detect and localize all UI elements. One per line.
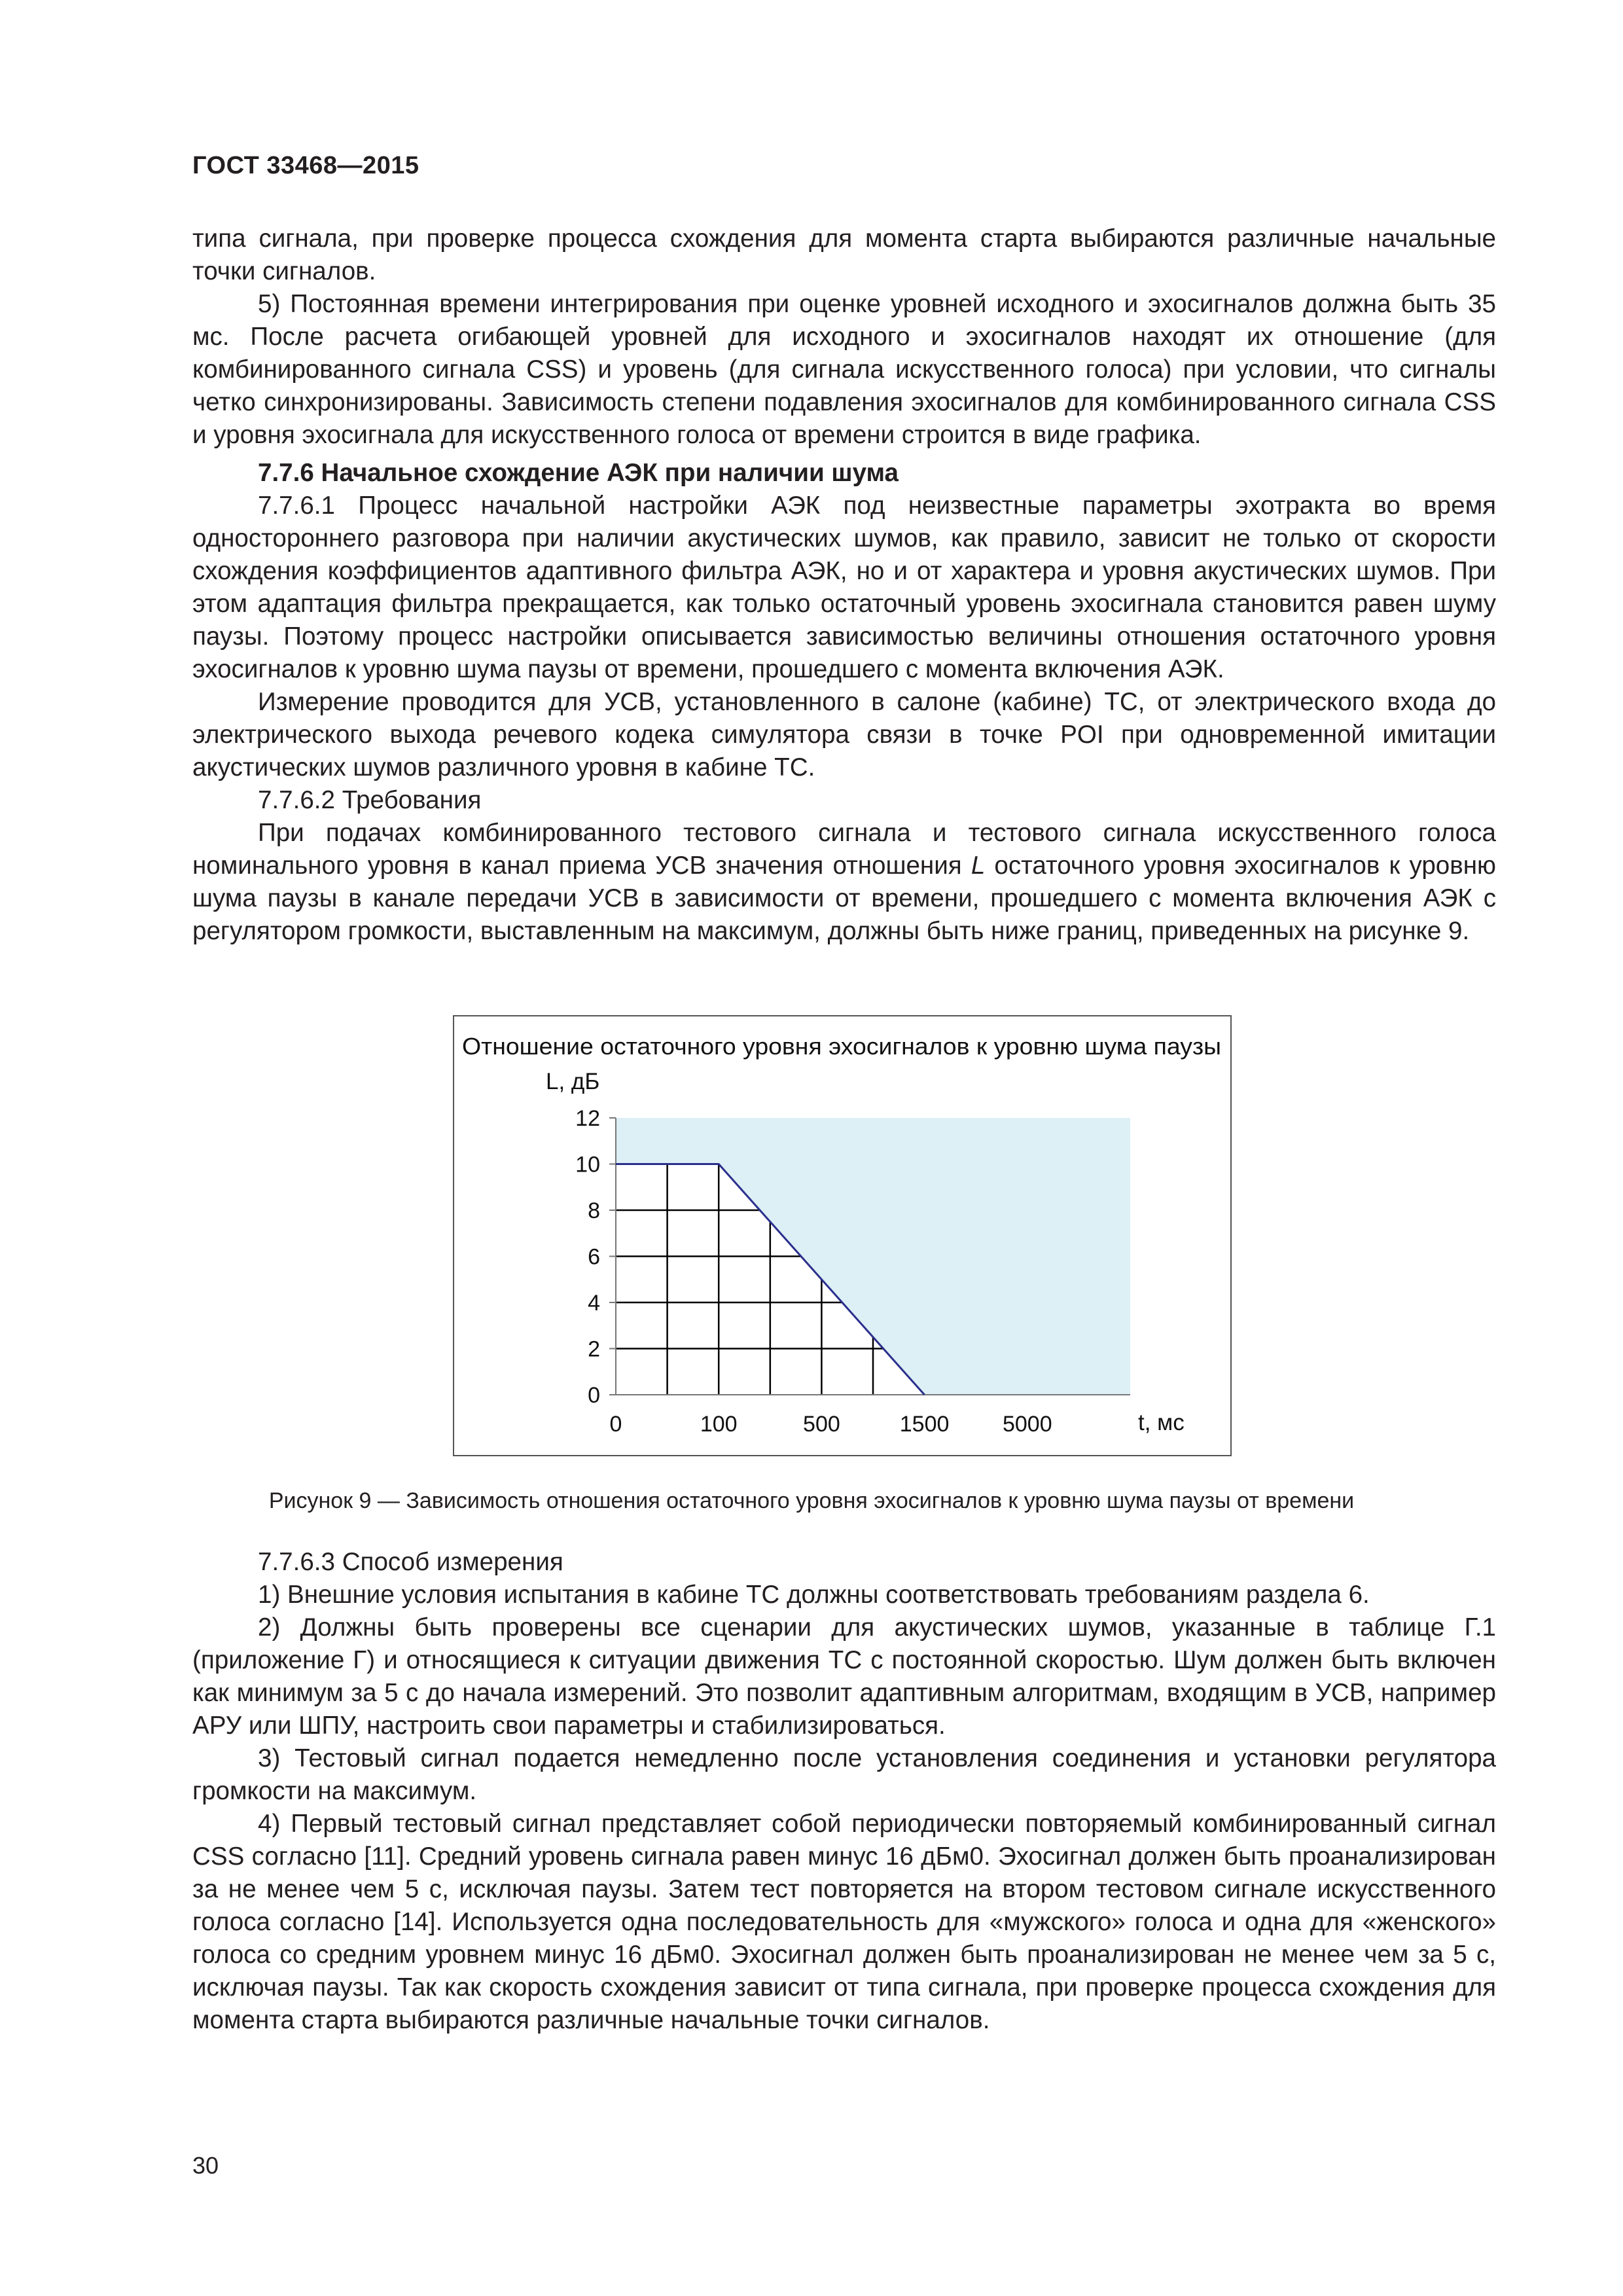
x-axis-label: t, мс [1138, 1410, 1185, 1435]
y-tick-label: 0 [588, 1383, 600, 1408]
requirements-text-b: остаточного уровня эхосигналов к уровню шума паузы в канале передачи УСВ в зависимости от времени, прошедшего с момента включения АЭК с регулятором громкости, выставленным на максимум, должны быть ниже границ, приведенных на рисунке 9. [192, 852, 1496, 945]
y-tick-label: 12 [575, 1106, 600, 1131]
paragraph-measurement: Измерение проводится для УСВ, установленного в салоне (кабине) ТС, от электрического входа до электрического выхода речевого кодека симулятора связи в точке POI при одновременной имитации акустических шумов различного уровня в кабине ТС. [192, 688, 1496, 781]
x-tick-label: 100 [700, 1412, 738, 1437]
y-tick-label: 6 [588, 1244, 600, 1270]
paragraph-continuation: типа сигнала, при проверке процесса схождения для момента старта выбираются различные начальные точки сигналов. [192, 224, 1496, 285]
paragraph-7-7-6-1: 7.7.6.1 Процесс начальной настройки АЭК под неизвестные параметры эхотракта во время одностороннего разговора при наличии акустических шумов, как правило, зависит не только от скорости схождения коэффициентов адаптивного фильтра АЭК, но и от характера и уровня акустических шумов. При этом адаптация фильтра прекращается, как только остаточный уровень эхосигнала становится равен шуму паузы. Поэтому процесс настройки описывается зависимостью величины отношения остаточного уровня эхосигналов к уровню шума паузы от времени, прошедшего с момента включения АЭК. [192, 492, 1496, 683]
y-tick-label: 8 [588, 1198, 600, 1223]
chart-title: Отношение остаточного уровня эхосигналов к уровню шума паузы [462, 1033, 1221, 1060]
page-number: 30 [192, 2152, 219, 2179]
paragraph-method-2: 2) Должны быть проверены все сценарии для акустических шумов, указанные в таблице Г.1 (приложение Г) и относящиеся к ситуации движения ТС с постоянной скоростью. Шум должен быть включен как минимум за 5 с до начала измерений. Это позволит адаптивным алгоритмам, входящим в УСВ, например АРУ или ШПУ, настроить свои параметры и стабилизироваться. [192, 1613, 1496, 1740]
y-axis-label: L, дБ [546, 1069, 600, 1094]
x-tick-label: 1500 [899, 1412, 950, 1437]
paragraph-item-5: 5) Постоянная времени интегрирования при оценке уровней исходного и эхосигналов должна быть 35 мс. После расчета огибающей уровней для исходного и эхосигналов находят их отношение (для комбинированного сигнала CSS) и уровень (для сигнала искусственного голоса) при условии, что сигналы четко синхронизированы. Зависимость степени подавления эхосигналов для комбинированного сигнала CSS и уровня эхосигнала для искусственного голоса от времени строится в виде графика. [192, 290, 1496, 449]
x-tick-label: 0 [609, 1412, 622, 1437]
y-tick-label: 10 [575, 1152, 600, 1177]
figure-caption: Рисунок 9 — Зависимость отношения остаточного уровня эхосигналов к уровню шума паузы от времени [268, 1488, 1355, 1513]
y-tick-label: 4 [588, 1291, 600, 1316]
document-header: ГОСТ 33468—2015 [192, 152, 419, 179]
paragraph-method-1: 1) Внешние условия испытания в кабине ТС должны соответствовать требованиям раздела 6. [258, 1581, 1370, 1609]
paragraph-method-3: 3) Тестовый сигнал подается немедленно после установления соединения и установки регулятора громкости на максимум. [192, 1744, 1496, 1805]
text-block-upper [192, 223, 1496, 948]
x-tick-label: 5000 [1002, 1412, 1052, 1437]
figure-9-chart [453, 1015, 1232, 1456]
y-tick-label: 2 [588, 1336, 600, 1362]
chart-svg [454, 1016, 1230, 1455]
variable-L: L [971, 852, 986, 880]
x-tick-label: 500 [803, 1412, 840, 1437]
paragraph-method-4: 4) Первый тестовый сигнал представляет собой периодически повторяемый комбинированный сигнал CSS согласно [11]. Средний уровень сигнала равен минус 16 дБм0. Эхосигнал должен быть проанализирован за не менее чем 5 с, исключая паузы. Затем тест повторяется на втором тестовом сигнале искусственного голоса согласно [14]. Используется одна последовательность для «мужского» голоса и одна для «женского» голоса со средним уровнем минус 16 дБм0. Эхосигнал должен быть проанализирован не менее чем за 5 с, исключая паузы. Так как скорость схождения зависит от типа сигнала, при проверке процесса схождения для момента старта выбираются различные начальные точки сигналов. [192, 1810, 1496, 2034]
text-block-lower [192, 1546, 1496, 2037]
subheading-method: 7.7.6.3 Способ измерения [258, 1548, 563, 1576]
subheading-requirements: 7.7.6.2 Требования [258, 786, 482, 814]
section-heading-7-7-6: 7.7.6 Начальное схождение АЭК при наличии шума [258, 459, 899, 487]
paragraph-requirements [192, 817, 1496, 948]
requirements-text-a: При подачах комбинированного тестового сигнала и тестового сигнала искусственного голоса номинального уровня в канал приема УСВ значения отношения [192, 819, 1496, 880]
